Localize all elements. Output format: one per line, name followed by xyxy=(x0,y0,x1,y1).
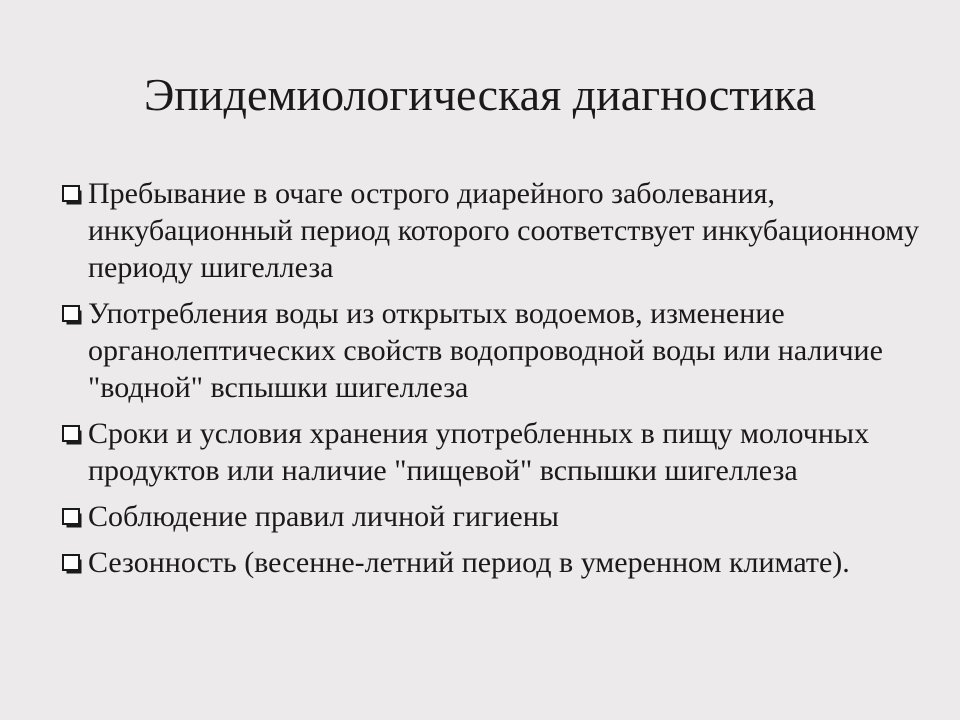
bullet-item xyxy=(60,415,920,489)
checkbox-square-icon xyxy=(62,425,86,445)
checkbox-square-icon xyxy=(62,185,86,205)
bullet-item xyxy=(60,544,920,581)
bullet-text: Сезонность (весенне-летний период в умеренном климате). xyxy=(88,546,850,579)
checkbox-square-icon xyxy=(62,305,86,325)
slide-title: Эпидемиологическая диагностика xyxy=(143,69,817,120)
bullet-text: Соблюдение правил личной гигиены xyxy=(88,500,559,533)
checkbox-square-icon xyxy=(62,554,86,574)
bullet-item xyxy=(60,295,920,406)
checkbox-square-icon xyxy=(62,508,86,528)
bullet-list xyxy=(60,175,920,590)
bullet-text: Сроки и условия хранения употребленных в пищу молочных продуктов или наличие "пищевой" вспышки шигеллеза xyxy=(88,417,870,487)
bullet-item xyxy=(60,175,920,286)
bullet-text: Пребывание в очаге острого диарейного заболевания, инкубационный период которого соответствует инкубационному периоду шигеллеза xyxy=(88,177,920,284)
bullet-item xyxy=(60,498,920,535)
bullet-text: Употребления воды из открытых водоемов, изменение органолептических свойств водопроводной воды или наличие "водной" вспышки шигеллеза xyxy=(88,297,883,404)
